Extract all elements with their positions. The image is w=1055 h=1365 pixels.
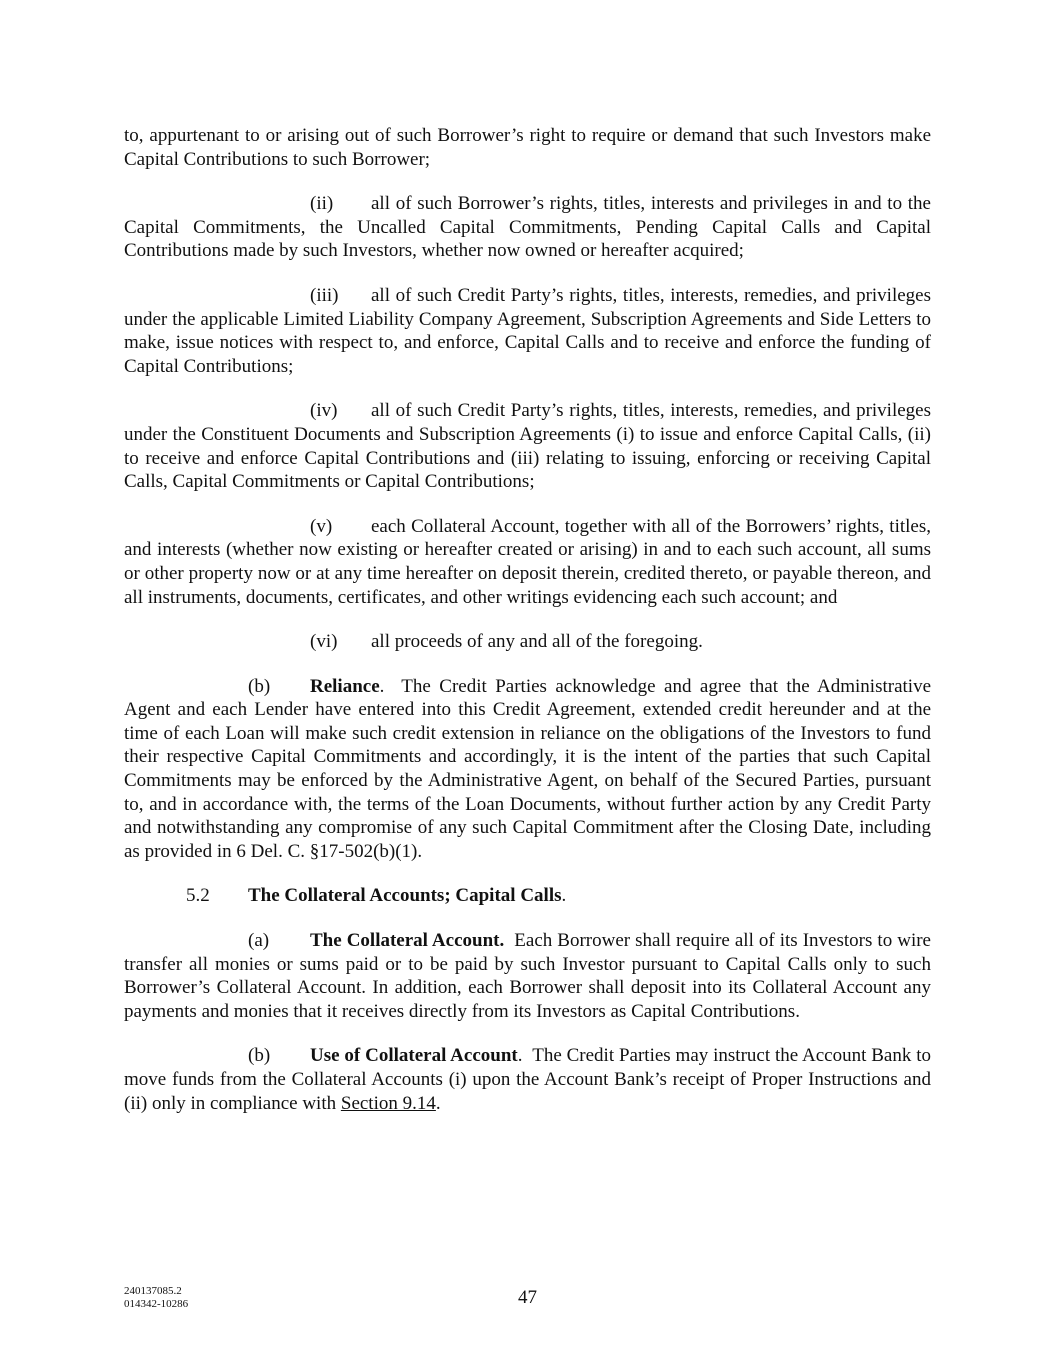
collateral-account-label: (a) (248, 930, 270, 952)
paragraph-intro-text: to, appurtenant to or arising out of such Borrower’s right to require or demand that such Investors make Capital Contributions to such Borrower; (124, 125, 931, 170)
clause-vi-text: all proceeds of any and all of the foregoing. (371, 631, 703, 653)
collateral-account-text: Each Borrower shall require all of its Investors to wire transfer all monies or sums paid or to be paid by such Investor pursuant to Capital Calls only to such Borrower’s Collateral Account. In addition, each Borrower shall deposit into its Collateral Account any payments and monies that it receives directly from its Investors as Capital Contributions. (124, 930, 931, 1022)
clause-vi (124, 630, 931, 654)
section-collateral-account (124, 929, 931, 1023)
document-id-line-1: 240137085.2 (124, 1285, 182, 1297)
clause-ii-label: (ii) (310, 193, 334, 215)
section-heading-5-2 (124, 884, 931, 908)
section-reliance (124, 675, 931, 864)
clause-iv-text: all of such Credit Party’s rights, titles, interests, remedies, and privileges under the Constituent Documents and Subscription Agreements (i) to issue and enforce Capital Calls, (ii) to receive and enforce Capital Contributions and (iii) relating to issuing, enforcing or receiving Capital Calls, Capital Commitments or Capital Contributions; (124, 400, 931, 493)
section-use-of-collateral-account (124, 1044, 931, 1115)
clause-iii (124, 284, 931, 378)
reliance-title: Reliance (310, 675, 380, 697)
use-of-account-title-punct: . (517, 1045, 523, 1067)
clause-v (124, 515, 931, 609)
use-of-account-text: The Credit Parties may instruct the Account Bank to move funds from the Collateral Accounts (i) upon the Account Bank’s receipt of Proper Instructions and (ii) only in compliance with (124, 1045, 932, 1114)
section-title-punct: . (561, 885, 567, 907)
clause-v-text: each Collateral Account, together with all of the Borrowers’ rights, titles, and interests (whether now existing or hereafter created or arising) in and to each such account, all sums or other property now or at any time hereafter on deposit therein, credited thereto, or payable thereon, and all instruments, documents, certificates, and other writings evidencing each such account; and (124, 515, 931, 608)
use-of-account-text-end: . (435, 1092, 441, 1114)
section-number: 5.2 (186, 885, 210, 907)
reliance-title-punct: . (379, 675, 385, 697)
clause-iv-label: (iv) (310, 400, 338, 422)
document-body (124, 124, 931, 1136)
reliance-text: The Credit Parties acknowledge and agree that the Administrative Agent and each Lender have entered into this Credit Agreement, extended credit hereunder and at the time of each Loan will make such credit extension in reliance on the obligations of the Investors to fund their respective Capital Commitments and accordingly, it is the intent of the parties that such Capital Commitments may be enforced by the Administrative Agent, on behalf of the Secured Parties, pursuant to, and in accordance with, the terms of the Loan Documents, without further action by any Credit Party and notwithstanding any compromise of any such Capital Commitment after the Closing Date, including as provided in 6 Del. C. §17-502(b)(1). (124, 675, 932, 862)
clause-iii-label: (iii) (310, 284, 339, 306)
section-title: The Collateral Accounts; Capital Calls (248, 885, 562, 907)
use-of-account-title: Use of Collateral Account (310, 1045, 518, 1067)
reliance-label: (b) (248, 675, 271, 697)
clause-vi-label: (vi) (310, 631, 338, 653)
page-number: 47 (518, 1287, 537, 1308)
clause-iv (124, 399, 931, 493)
clause-ii (124, 192, 931, 263)
document-id-line-2: 014342-10286 (124, 1298, 189, 1310)
clause-iii-text: all of such Credit Party’s rights, titles, interests, remedies, and privileges under the applicable Limited Liability Company Agreement, Subscription Agreements and Side Letters to make, issue notices with respect to, and enforce, Capital Calls and to receive and enforce the funding of Capital Contributions; (124, 284, 931, 377)
clause-ii-text: all of such Borrower’s rights, titles, interests and privileges in and to the Capital Commitments, the Uncalled Capital Commitments, Pending Capital Calls and Capital Contributions made by such Investors, whether now owned or hereafter acquired; (124, 193, 931, 262)
paragraph-intro (124, 124, 931, 171)
clause-v-label: (v) (310, 515, 333, 537)
use-of-account-label: (b) (248, 1045, 271, 1067)
section-9-14-reference: Section 9.14 (340, 1092, 436, 1114)
collateral-account-title: The Collateral Account. (310, 930, 505, 952)
